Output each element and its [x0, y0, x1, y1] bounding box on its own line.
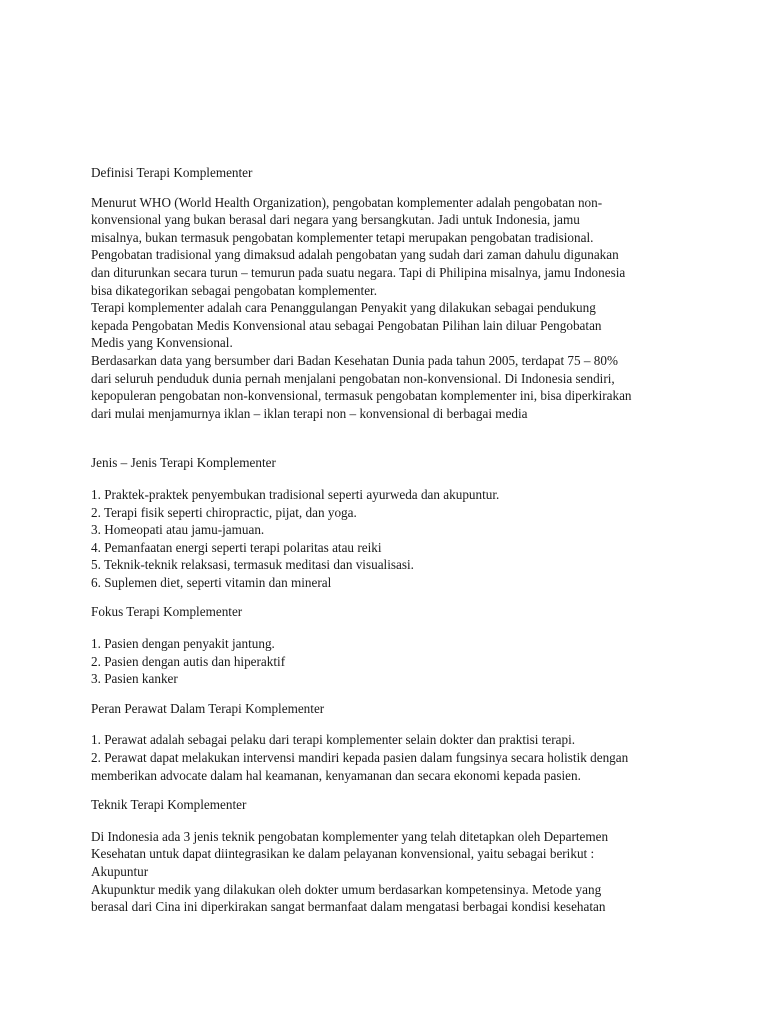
text-line: kepopuleran pengobatan non-konvensional, termasuk pengobatan komplementer ini, bisa diperkirakan: [91, 388, 632, 404]
text-line: misalnya, bukan termasuk pengobatan komplementer tetapi merupakan pengobatan tradisional.: [91, 229, 594, 245]
text-line: Kesehatan untuk dapat diintegrasikan ke dalam pelayanan konvensional, yaitu sebagai berikut :: [91, 846, 595, 862]
list-item: 6. Suplemen diet, seperti vitamin dan mineral: [91, 574, 332, 590]
text-line: Terapi komplementer adalah cara Penanggulangan Penyakit yang dilakukan sebagai pendukung: [91, 300, 596, 316]
heading-peran: Peran Perawat Dalam Terapi Komplementer: [91, 700, 325, 716]
paragraph-definisi: [91, 194, 691, 423]
heading-jenis: Jenis – Jenis Terapi Komplementer: [91, 455, 276, 471]
list-item: 1. Pasien dengan penyakit jantung.: [91, 636, 275, 652]
list-item: 3. Pasien kanker: [91, 671, 178, 687]
heading-definisi: Definisi Terapi Komplementer: [91, 165, 253, 180]
list-fokus: [91, 635, 691, 688]
text-line: Di Indonesia ada 3 jenis teknik pengobatan komplementer yang telah ditetapkan oleh Departemen: [91, 828, 609, 844]
text-line: Medis yang Konvensional.: [91, 335, 233, 351]
text-line: kepada Pengobatan Medis Konvensional atau sebagai Pengobatan Pilihan lain diluar Pengobatan: [91, 317, 602, 333]
list-item: 1. Perawat adalah sebagai pelaku dari terapi komplementer selain dokter dan praktisi terapi.: [91, 732, 576, 748]
list-item: 2. Perawat dapat melakukan intervensi mandiri kepada pasien dalam fungsinya secara holistik dengan: [91, 750, 629, 766]
list-jenis: [91, 486, 691, 592]
text-line: berasal dari Cina ini diperkirakan sangat bermanfaat dalam mengatasi berbagai kondisi kesehatan: [91, 899, 606, 915]
heading-fokus: Fokus Terapi Komplementer: [91, 604, 243, 620]
paragraph-teknik: [91, 828, 691, 916]
text-line: Pengobatan tradisional yang dimaksud adalah pengobatan yang sudah dari zaman dahulu digunakan: [91, 247, 619, 263]
list-item: 2. Terapi fisik seperti chiropractic, pijat, dan yoga.: [91, 504, 357, 520]
list-peran: [91, 731, 691, 784]
text-line: dan diturunkan secara turun – temurun pada suatu negara. Tapi di Philipina misalnya, jamu Indonesia: [91, 264, 626, 280]
list-item: 3. Homeopati atau jamu-jamuan.: [91, 522, 265, 538]
text-line: Berdasarkan data yang bersumber dari Badan Kesehatan Dunia pada tahun 2005, terdapat 75 – 80%: [91, 352, 618, 368]
text-line: konvensional yang bukan berasal dari negara yang bersangkutan. Jadi untuk Indonesia, jamu: [91, 212, 580, 228]
document-page: [91, 160, 691, 916]
list-item: memberikan advocate dalam hal keamanan, kenyamanan dan secara ekonomi kepada pasien.: [91, 767, 581, 783]
list-item: 1. Praktek-praktek penyembukan tradisional seperti ayurweda dan akupuntur.: [91, 486, 500, 502]
text-line: Menurut WHO (World Health Organization), pengobatan komplementer adalah pengobatan non-: [91, 194, 603, 210]
heading-teknik: Teknik Terapi Komplementer: [91, 797, 247, 813]
list-item: 2. Pasien dengan autis dan hiperaktif: [91, 653, 286, 669]
text-line: bisa dikategorikan sebagai pengobatan komplementer.: [91, 282, 378, 298]
list-item: 4. Pemanfaatan energi seperti terapi polaritas atau reiki: [91, 539, 382, 555]
list-item: 5. Teknik-teknik relaksasi, termasuk meditasi dan visualisasi.: [91, 557, 414, 573]
text-line: Akupunktur medik yang dilakukan oleh dokter umum berdasarkan kompetensinya. Metode yang: [91, 881, 602, 897]
text-line: dari mulai menjamurnya iklan – iklan terapi non – konvensional di berbagai media: [91, 405, 528, 421]
text-line: Akupuntur: [91, 864, 149, 879]
text-line: dari seluruh penduduk dunia pernah menjalani pengobatan non-konvensional. Di Indonesia sendiri,: [91, 370, 615, 386]
